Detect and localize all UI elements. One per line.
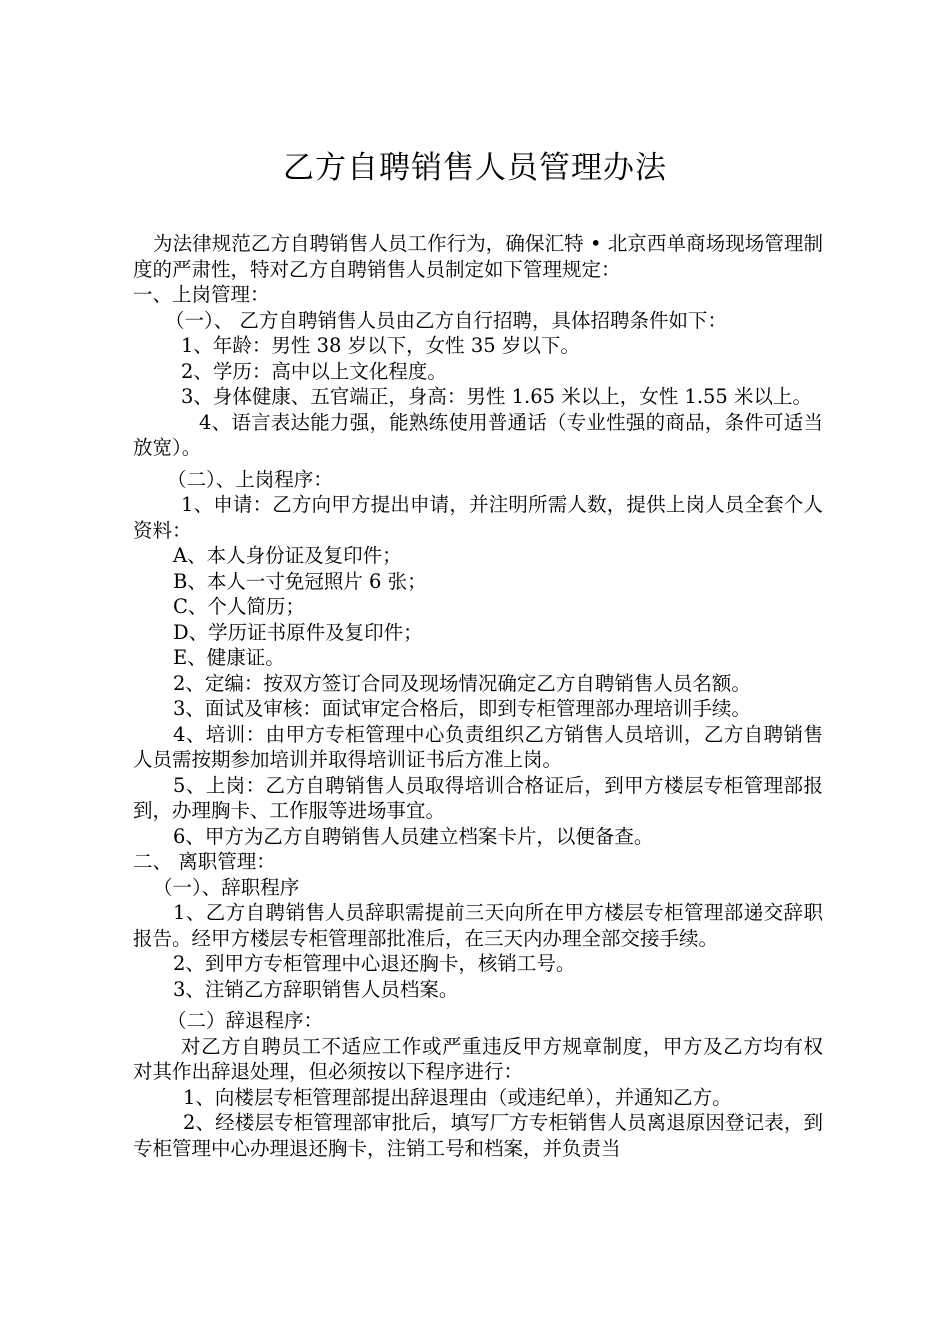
list-item: 6、甲方为乙方自聘销售人员建立档案卡片，以便备查。 — [173, 824, 654, 848]
list-item: 3、注销乙方辞职销售人员档案。 — [173, 977, 459, 1001]
list-item: 1、向楼层专柜管理部提出辞退理由（或违纪单），并通知乙方。 — [183, 1085, 732, 1109]
list-item: 4、培训：由甲方专柜管理中心负责组织乙方销售人员培训，乙方自聘销售人员需按期参加培训并取得培训证书后方准上岗。 — [133, 722, 823, 771]
subsection-heading-2-2: （二）辞退程序： — [167, 1009, 324, 1032]
paragraph: 对乙方自聘员工不适应工作或严重违反甲方规章制度，甲方及乙方均有权对其作出辞退处理，但必须按以下程序进行： — [133, 1034, 823, 1083]
subsection-heading-1-2: （二）、上岗程序： — [167, 467, 333, 491]
list-item: 2、定编：按双方签订合同及现场情况确定乙方自聘销售人员名额。 — [173, 671, 751, 695]
list-item: 1、年龄：男性 38 岁以下，女性 35 岁以下。 — [181, 334, 580, 357]
document-title: 乙方自聘销售人员管理办法 — [283, 150, 667, 186]
list-item: D、学历证书原件及复印件； — [173, 620, 423, 644]
list-item: C、个人简历； — [173, 595, 305, 618]
list-item: 1、乙方自聘销售人员辞职需提前三天向所在甲方楼层专柜管理部递交辞职报告。经甲方楼层专柜管理部批准后，在三天内办理全部交接手续。 — [133, 901, 823, 950]
list-item: 3、身体健康、五官端正，身高：男性 1.65 米以上，女性 1.55 米以上。 — [181, 385, 813, 408]
section-heading-2: 二、 离职管理： — [133, 850, 276, 873]
subsection-heading-1-1: （一）、 乙方自聘销售人员由乙方自行招聘，具体招聘条件如下： — [165, 308, 727, 332]
section-heading-1: 一、上岗管理： — [133, 283, 270, 306]
list-item: 5、上岗：乙方自聘销售人员取得培训合格证后，到甲方楼层专柜管理部报到，办理胸卡、工作服等进场事宜。 — [133, 773, 823, 822]
list-item: 2、学历：高中以上文化程度。 — [181, 359, 447, 383]
intro-paragraph: 为法律规范乙方自聘销售人员工作行为，确保汇特 • 北京西单商场现场管理制度的严肃性，特对乙方自聘销售人员制定如下管理规定： — [133, 232, 823, 281]
list-item: 2、经楼层专柜管理部审批后，填写厂方专柜销售人员离退原因登记表，到专柜管理中心办理退还胸卡，注销工号和档案，并负责当 — [133, 1111, 823, 1160]
list-item: 1、申请：乙方向甲方提出申请，并注明所需人数，提供上岗人员全套个人资料： — [133, 493, 823, 542]
list-item: E、健康证。 — [173, 646, 285, 669]
subsection-heading-2-1: （一）、辞职程序 — [153, 875, 300, 899]
list-item: 3、面试及审核：面试审定合格后，即到专柜管理部办理培训手续。 — [173, 697, 751, 720]
list-item: B、本人一寸免冠照片 6 张； — [173, 569, 427, 593]
list-item: 2、到甲方专柜管理中心退还胸卡，核销工号。 — [173, 952, 576, 975]
list-item: 4、语言表达能力强，能熟练使用普通话（专业性强的商品，条件可适当放宽）。 — [133, 410, 823, 459]
list-item: A、本人身份证及复印件； — [173, 544, 402, 567]
document-body — [133, 231, 823, 1161]
